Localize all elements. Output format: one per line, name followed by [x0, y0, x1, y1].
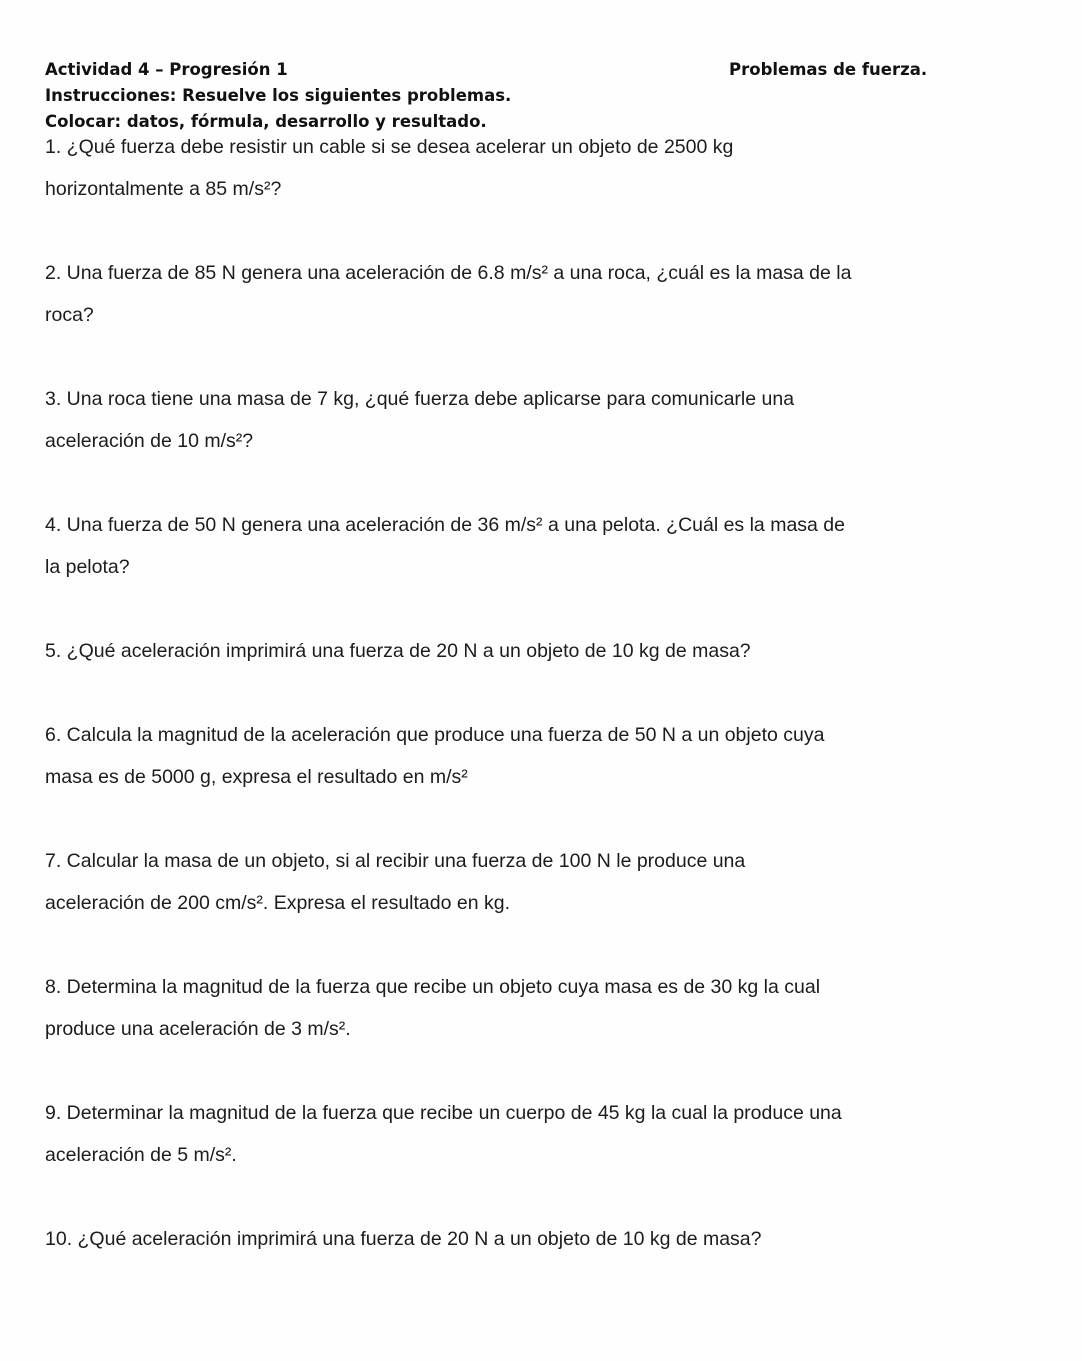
problem-1-line-2: horizontalmente a 85 m/s²? — [45, 178, 282, 200]
topic-title: Problemas de fuerza. — [729, 60, 928, 79]
problem-7-line-1: 7. Calcular la masa de un objeto, si al recibir una fuerza de 100 N le produce una — [45, 850, 746, 872]
problem-2-line-1: 2. Una fuerza de 85 N genera una aceleración de 6.8 m/s² a una roca, ¿cuál es la masa de la — [45, 262, 852, 284]
problem-2-line-2: roca? — [45, 304, 94, 326]
problem-9-line-2: aceleración de 5 m/s². — [45, 1144, 237, 1166]
problem-9-line-1: 9. Determinar la magnitud de la fuerza que recibe un cuerpo de 45 kg la cual la produce una — [45, 1102, 842, 1124]
problem-4-line-1: 4. Una fuerza de 50 N genera una aceleración de 36 m/s² a una pelota. ¿Cuál es la masa de — [45, 514, 845, 536]
problem-5-line-1: 5. ¿Qué aceleración imprimirá una fuerza de 20 N a un objeto de 10 kg de masa? — [45, 640, 751, 662]
instructions-text: Instrucciones: Resuelve los siguientes problemas. — [45, 86, 512, 105]
problem-6-line-1: 6. Calcula la magnitud de la aceleración que produce una fuerza de 50 N a un objeto cuya — [45, 724, 825, 746]
format-instructions-text: Colocar: datos, fórmula, desarrollo y resultado. — [45, 112, 487, 131]
activity-title: Actividad 4 – Progresión 1 — [45, 60, 288, 79]
problem-8-line-1: 8. Determina la magnitud de la fuerza que recibe un objeto cuya masa es de 30 kg la cual — [45, 976, 821, 998]
problem-4-line-2: la pelota? — [45, 556, 130, 578]
problem-10-line-1: 10. ¿Qué aceleración imprimirá una fuerza de 20 N a un objeto de 10 kg de masa? — [45, 1228, 762, 1250]
problem-3-line-1: 3. Una roca tiene una masa de 7 kg, ¿qué fuerza debe aplicarse para comunicarle una — [45, 388, 795, 410]
problem-3-line-2: aceleración de 10 m/s²? — [45, 430, 254, 452]
problem-1-line-1: 1. ¿Qué fuerza debe resistir un cable si se desea acelerar un objeto de 2500 kg — [45, 136, 734, 158]
problem-8-line-2: produce una aceleración de 3 m/s². — [45, 1018, 351, 1040]
problem-6-line-2: masa es de 5000 g, expresa el resultado en m/s² — [45, 766, 468, 788]
problem-7-line-2: aceleración de 200 cm/s². Expresa el resultado en kg. — [45, 892, 511, 914]
